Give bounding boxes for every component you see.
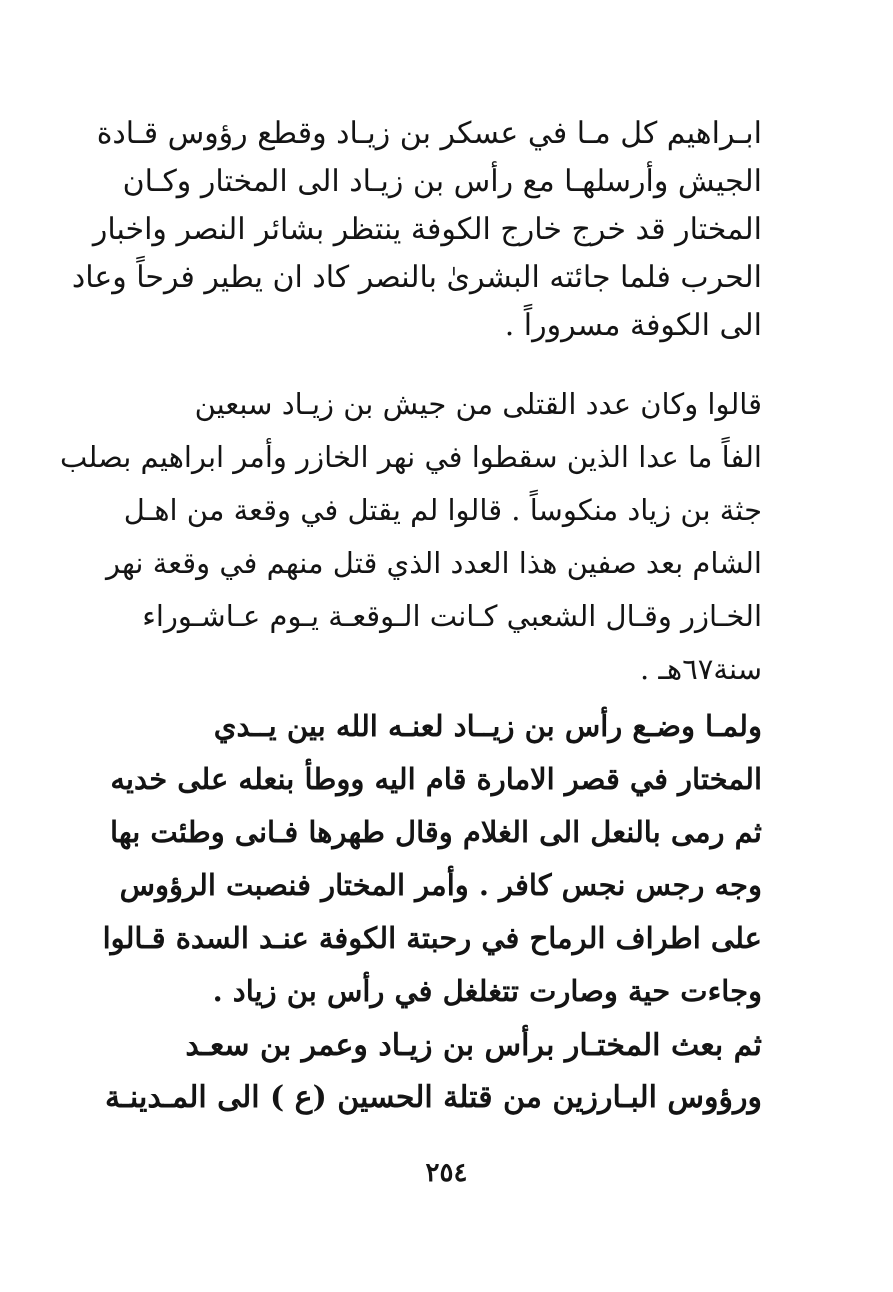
text-line: الجيش وأرسلهـا مع رأس بن زيـاد الى المختار وكـان bbox=[122, 164, 762, 199]
text-line: ولمـا وضـع رأس بن زيــاد لعنـه الله بين يــدي bbox=[213, 709, 762, 743]
text-line: الحرب فلما جائته البشرىٰ بالنصر كاد ان يطير فرحاً وعاد bbox=[71, 260, 762, 295]
text-line: الفاً ما عدا الذين سقطوا في نهر الخازر وأمر ابراهيم بصلب bbox=[60, 440, 762, 474]
text-line: الشام بعد صفين هذا العدد الذي قتل منهم في وقعة نهر bbox=[106, 546, 762, 580]
text-line: ورؤوس البـارزين من قتلة الحسين (ع ) الى المـدينـة bbox=[105, 1080, 762, 1115]
text-line: جثة بن زياد منكوساً . قالوا لم يقتل في وقعة من اهـل bbox=[123, 493, 762, 527]
text-line: وجه رجس نجس كافر . وأمر المختار فنصبت الرؤوس bbox=[119, 868, 762, 902]
text-line: ابـراهيم كل مـا في عسكر بن زيـاد وقطع رؤوس قـادة bbox=[96, 116, 762, 151]
text-line: الخـازر وقـال الشعبي كـانت الـوقعـة يـوم عـاشـوراء bbox=[142, 599, 762, 633]
text-line: المختار قد خرج خارج الكوفة ينتظر بشائر النصر واخبار bbox=[92, 212, 762, 247]
page-number: ٢٥٤ bbox=[425, 1158, 468, 1188]
text-line: وجاءت حية وصارت تتغلغل في رأس بن زياد . bbox=[212, 974, 762, 1008]
text-line: المختار في قصر الامارة قام اليه ووطأ بنعله على خديه bbox=[110, 762, 762, 796]
text-line: ثم بعث المختـار برأس بن زيـاد وعمر بن سعـد bbox=[185, 1028, 762, 1063]
text-line: على اطراف الرماح في رحبتة الكوفة عنـد السدة قـالوا bbox=[102, 921, 762, 955]
text-line: ثم رمى بالنعل الى الغلام وقال طهرها فـانى وطئت بها bbox=[110, 815, 762, 849]
paragraph-4 bbox=[105, 1020, 762, 1124]
paragraph-2 bbox=[60, 378, 762, 696]
text-line: الى الكوفة مسروراً . bbox=[504, 308, 762, 343]
text-line: قالوا وكان عدد القتلى من جيش بن زيـاد سبعين bbox=[194, 387, 762, 421]
paragraph-3 bbox=[102, 700, 762, 1018]
text-line: سنة٦٧هـ . bbox=[640, 652, 762, 686]
paragraph-1 bbox=[71, 110, 762, 350]
